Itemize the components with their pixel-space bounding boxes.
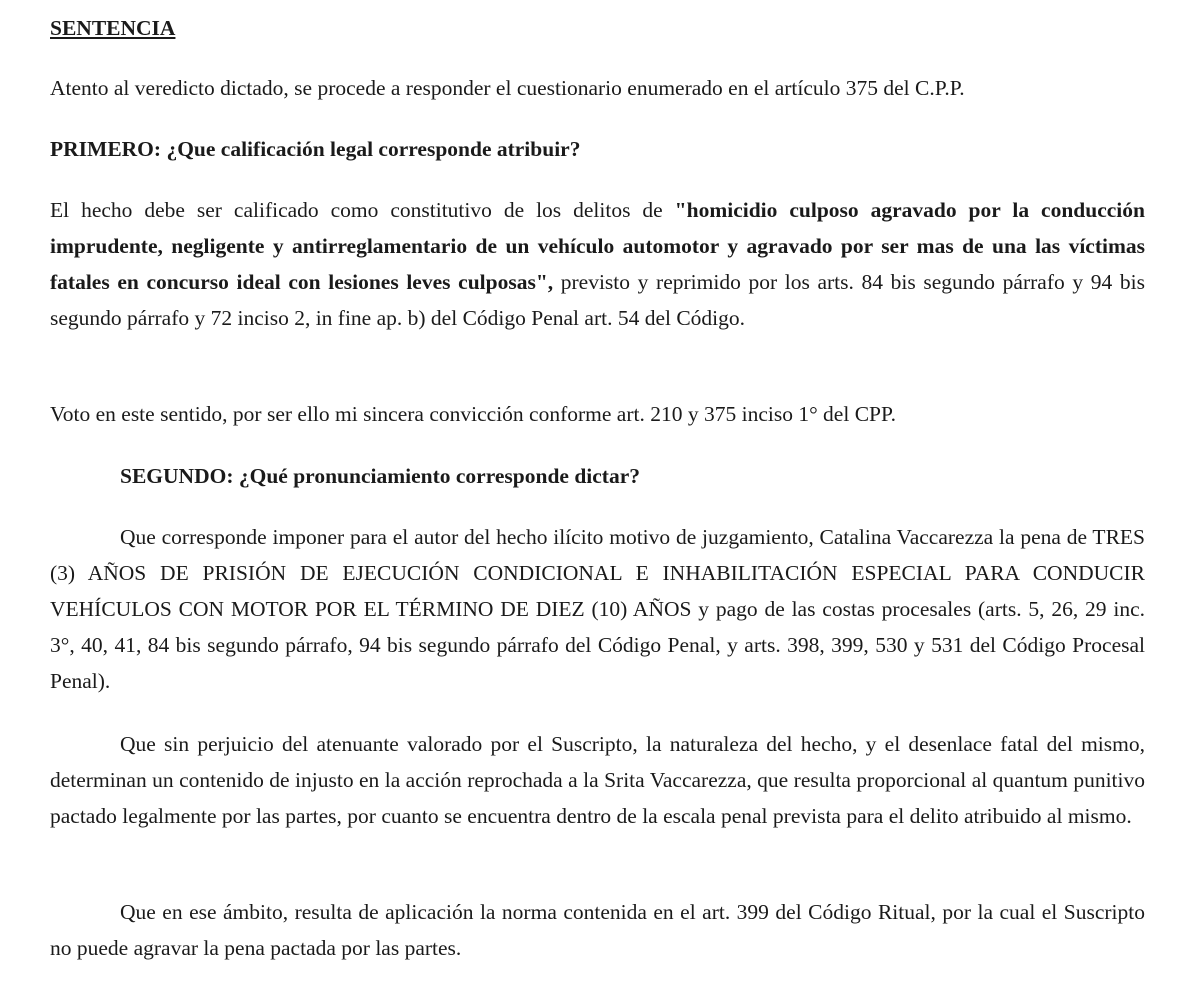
pena-paragraph: Que corresponde imponer para el autor del hecho ilícito motivo de juzgamiento, Catalina Vaccarezza la pena de TRES (3) AÑOS DE PRISIÓN DE EJECUCIÓN CONDICIONAL E INHABILITACIÓN ESPECIAL PARA CONDUCIR VEHÍCULOS CON MOTOR POR EL TÉRMINO DE DIEZ (10) AÑOS y pago de las costas procesales (arts. 5, 26, 29 inc. 3°, 40, 41, 84 bis segundo párrafo, 94 bis segundo párrafo del Código Penal, y arts. 398, 399, 530 y 531 del Código Procesal Penal). bbox=[50, 525, 1145, 693]
calificacion-paragraph bbox=[50, 192, 1145, 336]
calificacion-text-end: previsto y reprimido por los arts. 84 bis segundo párrafo y 94 bis segundo párrafo y 72 inciso 2, in fine ap. b) del Código Penal art. 54 del Código. bbox=[50, 270, 1145, 330]
intro-paragraph: Atento al veredicto dictado, se procede a responder el cuestionario enumerado en el artículo 375 del C.P.P. bbox=[50, 76, 965, 100]
calificacion-text-start: El hecho debe ser calificado como constitutivo de los delitos de bbox=[50, 198, 675, 222]
section-heading-primero: PRIMERO: ¿Que calificación legal corresponde atribuir? bbox=[50, 137, 581, 161]
atenuante-paragraph: Que sin perjuicio del atenuante valorado por el Suscripto, la naturaleza del hecho, y el desenlace fatal del mismo, determinan un contenido de injusto en la acción reprochada a la Srita Vaccarezza, que resulta proporcional al quantum punitivo pactado legalmente por las partes, por cuanto se encuentra dentro de la escala penal prevista para el delito atribuido al mismo. bbox=[50, 732, 1145, 828]
ambito-paragraph: Que en ese ámbito, resulta de aplicación la norma contenida en el art. 399 del Código Ritual, por la cual el Suscripto no puede agravar la pena pactada por las partes. bbox=[50, 900, 1145, 960]
section-heading-segundo: SEGUNDO: ¿Qué pronunciamiento corresponde dictar? bbox=[120, 464, 640, 488]
document-title: SENTENCIA bbox=[50, 16, 176, 40]
calificacion-delito-bold: "homicidio culposo agravado por la conducción imprudente, negligente y antirreglamentario de un vehículo automotor y agravado por ser mas de una las víctimas fatales en concurso ideal con lesiones leves culposas", bbox=[50, 198, 1145, 294]
voto-paragraph: Voto en este sentido, por ser ello mi sincera convicción conforme art. 210 y 375 inciso 1° del CPP. bbox=[50, 402, 896, 426]
